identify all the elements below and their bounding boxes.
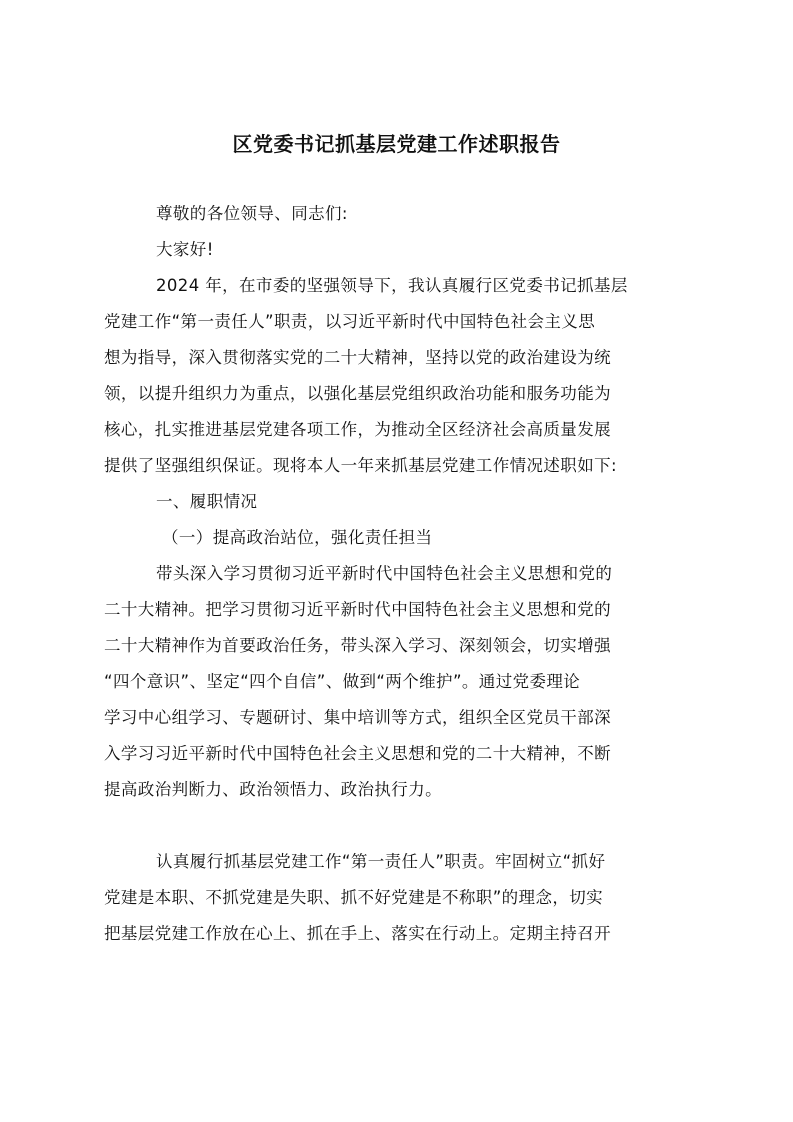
text-line: 党建是本职、不抓党建是失职、抓不好党建是不称职”的理念，切实 bbox=[104, 888, 604, 907]
body-text bbox=[104, 196, 692, 952]
text-line: “四个意识”、坚定“四个自信”、做到“两个维护”。通过党委理论 bbox=[104, 672, 581, 691]
text-line: 提高政治判断力、政治领悟力、政治执行力。 bbox=[104, 780, 442, 799]
subsection-heading: （一）提高政治站位，强化责任担当 bbox=[162, 528, 433, 547]
text-line: 想为指导，深入贯彻落实党的二十大精神，坚持以党的政治建设为统 bbox=[104, 348, 611, 367]
text-line: 核心，扎实推进基层党建各项工作，为推动全区经济社会高质量发展 bbox=[104, 420, 611, 439]
text-line: 把基层党建工作放在心上、抓在手上、落实在行动上。定期主持召开 bbox=[104, 924, 611, 943]
text-line: 党建工作“第一责任人”职责，以习近平新时代中国特色社会主义思 bbox=[104, 312, 596, 331]
text-line: 带头深入学习贯彻习近平新时代中国特色社会主义思想和党的 bbox=[156, 564, 613, 583]
text-line: 二十大精神。把学习贯彻习近平新时代中国特色社会主义思想和党的 bbox=[104, 600, 611, 619]
text-line: 二十大精神作为首要政治任务，带头深入学习、深刻领会，切实增强 bbox=[104, 636, 611, 655]
text-line: 大家好! bbox=[156, 240, 214, 259]
text-line: 2024 年，在市委的坚强领导下，我认真履行区党委书记抓基层 bbox=[156, 276, 628, 295]
text-line: 领，以提升组织力为重点，以强化基层党组织政治功能和服务功能为 bbox=[104, 384, 611, 403]
text-line: 入学习习近平新时代中国特色社会主义思想和党的二十大精神，不断 bbox=[104, 744, 611, 763]
text-line: 学习中心组学习、专题研讨、集中培训等方式，组织全区党员干部深 bbox=[104, 708, 611, 727]
page-title: 区党委书记抓基层党建工作述职报告 bbox=[232, 132, 561, 156]
paragraph-gap bbox=[104, 808, 692, 844]
text-line: 尊敬的各位领导、同志们: bbox=[156, 204, 348, 223]
text-line: 认真履行抓基层党建工作“第一责任人”职责。牢固树立“抓好 bbox=[156, 852, 606, 871]
text-line: 提供了坚强组织保证。现将本人一年来抓基层党建工作情况述职如下: bbox=[104, 456, 617, 475]
section-heading: 一、履职情况 bbox=[156, 492, 258, 511]
